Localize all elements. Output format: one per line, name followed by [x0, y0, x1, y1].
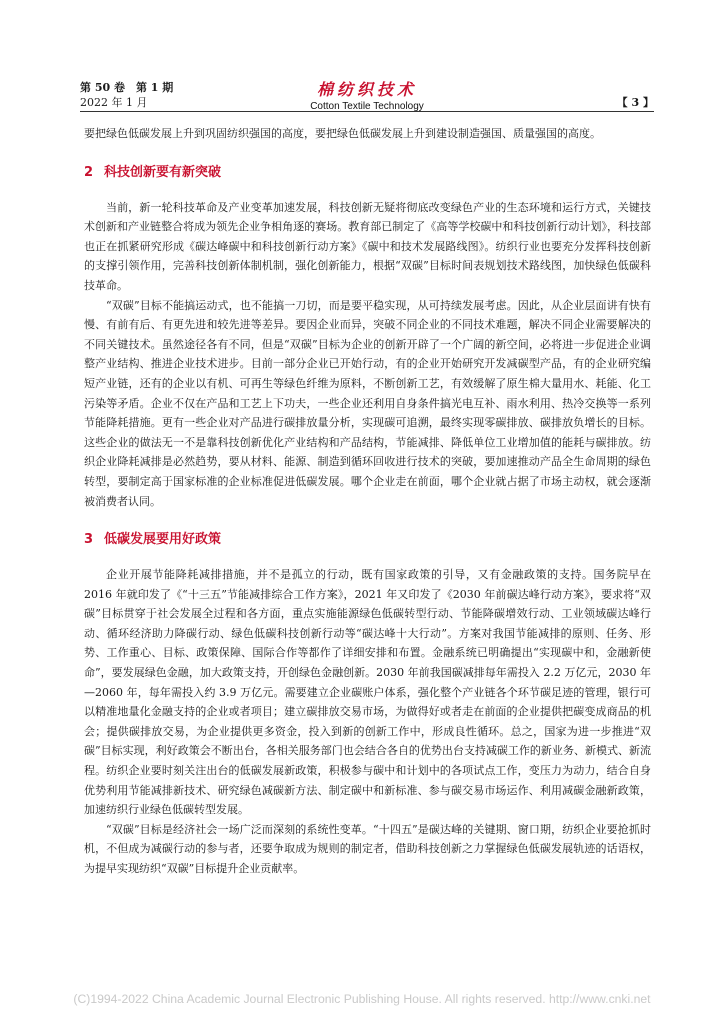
body-paragraph: 企业开展节能降耗减排措施，并不是孤立的行动，既有国家政策的引导，又有金融政策的支持。国务院早在 2016 年就印发了《“十三五”节能减排综合工作方案》，2021 年又印发了《2030 年前碳达峰行动方案》，要求将“双碳”目标贯穿于社会发展全过程和各方面，重点实施能源绿色低碳转型行动、节能降碳增效行动、工业领域碳达峰行动、循环经济助力降碳行动、绿色低碳科技创新行动等“碳达峰十大行动”。方案对我国节能减排的原则、任务、形势、工作重心、目标、政策保障、国际合作等都作了详细安排和布置。金融系统已明确提出“实现碳中和，金融新使命”，要发展绿色金融，加大政策支持，开创绿色金融创新。2030 年前我国碳减排每年需投入 2.2 万亿元，2030 年—2060 年，每年需投入约 3.9 万亿元。需要建立企业碳账户体系，强化整个产业链各个环节碳足迹的管理，银行可以精准地量化金融支持的企业或者项目；建立碳排放交易市场，为做得好或者走在前面的企业提供把碳变成商品的机会；提供碳排放交易，为企业提供更多资金，投入到新的创新工作中，形成良性循环。总之，国家为进一步推进“双碳”目标实现，利好政策会不断出台，各相关服务部门也会结合各自的优势出台支持减碳工作的新业务、新模式、新流程。纺织企业要时刻关注出台的低碳发展新政策，积极参与碳中和计划中的各项试点工作，变压力为动力，结合自身优势利用节能减排新技术、研究绿色减碳新方法、制定碳中和新标准、参与碳交易市场运作、利用减碳金融新政策，加速纺织行业绿色低碳转型发展。	[84, 568, 651, 817]
body-paragraph: “双碳”目标不能搞运动式，也不能搞一刀切，而是要平稳实现，从可持续发展考虑。因此，从企业层面讲有快有慢、有前有后、有更先进和较先进等差异。要因企业而异，突破不同企业的不同技术难题，解决不同企业需要解决的不同关键技术。虽然途径各有不同，但是“双碳”目标为企业的创新开辟了一个广阔的新空间，必将进一步促进企业调整产业结构、推进企业技术进步。目前一部分企业已开始行动，有的企业开始研究开发减碳型产品，有的企业研究编短产业链，还有的企业以有机、可再生等绿色纤维为原料，不断创新工艺，有效缓解了原生棉大量用水、耗能、化工污染等矛盾。企业不仅在产品和工艺上下功夫，一些企业还利用自身条件搞光电互补、雨水利用、热冷交换等一系列节能降耗措施。更有一些企业对产品进行碳排放量分析，实现碳可追溯，最终实现零碳排放、碳排放负增长的目标。这些企业的做法无一不是靠科技创新优化产业结构和产品结构，节能减排、降低单位工业增加值的能耗与碳排放。纺织企业降耗减排是必然趋势，要从材料、能源、制造到循环回收进行技术的突破，要加速推动产品全生命周期的绿色转型，要制定高于国家标准的企业标准促进低碳发展。哪个企业走在前面，哪个企业就占据了市场主动权，就会逐渐被消费者认同。	[84, 298, 651, 508]
page-header	[80, 80, 654, 124]
volume-issue: 第 50 卷 第 1 期	[80, 81, 174, 94]
page-number: 【 3 】	[616, 96, 654, 109]
journal-masthead	[80, 80, 654, 114]
article-body	[84, 124, 651, 879]
journal-logo: 棉纺织技术	[316, 80, 417, 99]
body-paragraph: “双碳”目标是经济社会一场广泛而深刻的系统性变革。“十四五”是碳达峰的关键期、窗口期，纺织企业要抢抓时机，不但成为减碳行动的参与者，还要争取成为规则的制定者，借助科技创新之力掌握绿色低碳发展轨迹的话语权，为提早实现纺织“双碳”目标提升企业贡献率。	[84, 822, 651, 875]
section-title: 低碳发展要用好政策	[104, 532, 222, 548]
section-title: 科技创新要有新突破	[104, 164, 222, 180]
section-number: 3	[84, 532, 94, 548]
body-paragraph: 当前，新一轮科技革命及产业变革加速发展，科技创新无疑将彻底改变绿色产业的生态环境和运行方式，关键技术创新和产业链整合将成为领先企业争相角逐的赛场。教育部已制定了《高等学校碳中和科技创新行动计划》，科技部也正在抓紧研究形成《碳达峰碳中和科技创新行动方案》《碳中和技术发展路线图》。纺织行业也要充分发挥科技创新的支撑引领作用，完善科技创新体制机制，强化创新能力，根据“双碳”目标时间表规划技术路线图，加快绿色低碳科技革命。	[84, 200, 651, 292]
header-rule	[80, 111, 654, 112]
copyright-watermark: (C)1994-2022 China Academic Journal Electronic Publishing House. All rights reserved. http://www.cnki.net	[73, 992, 651, 1006]
journal-english-title: Cotton Textile Technology	[310, 101, 424, 112]
section-heading	[84, 164, 651, 182]
issue-date: 2022 年 1 月	[80, 96, 148, 109]
section-number: 2	[84, 164, 94, 180]
intro-paragraph: 要把绿色低碳发展上升到巩固纺织强国的高度，要把绿色低碳发展上升到建设制造强国、质量强国的高度。	[84, 127, 601, 140]
section-heading	[84, 531, 651, 549]
